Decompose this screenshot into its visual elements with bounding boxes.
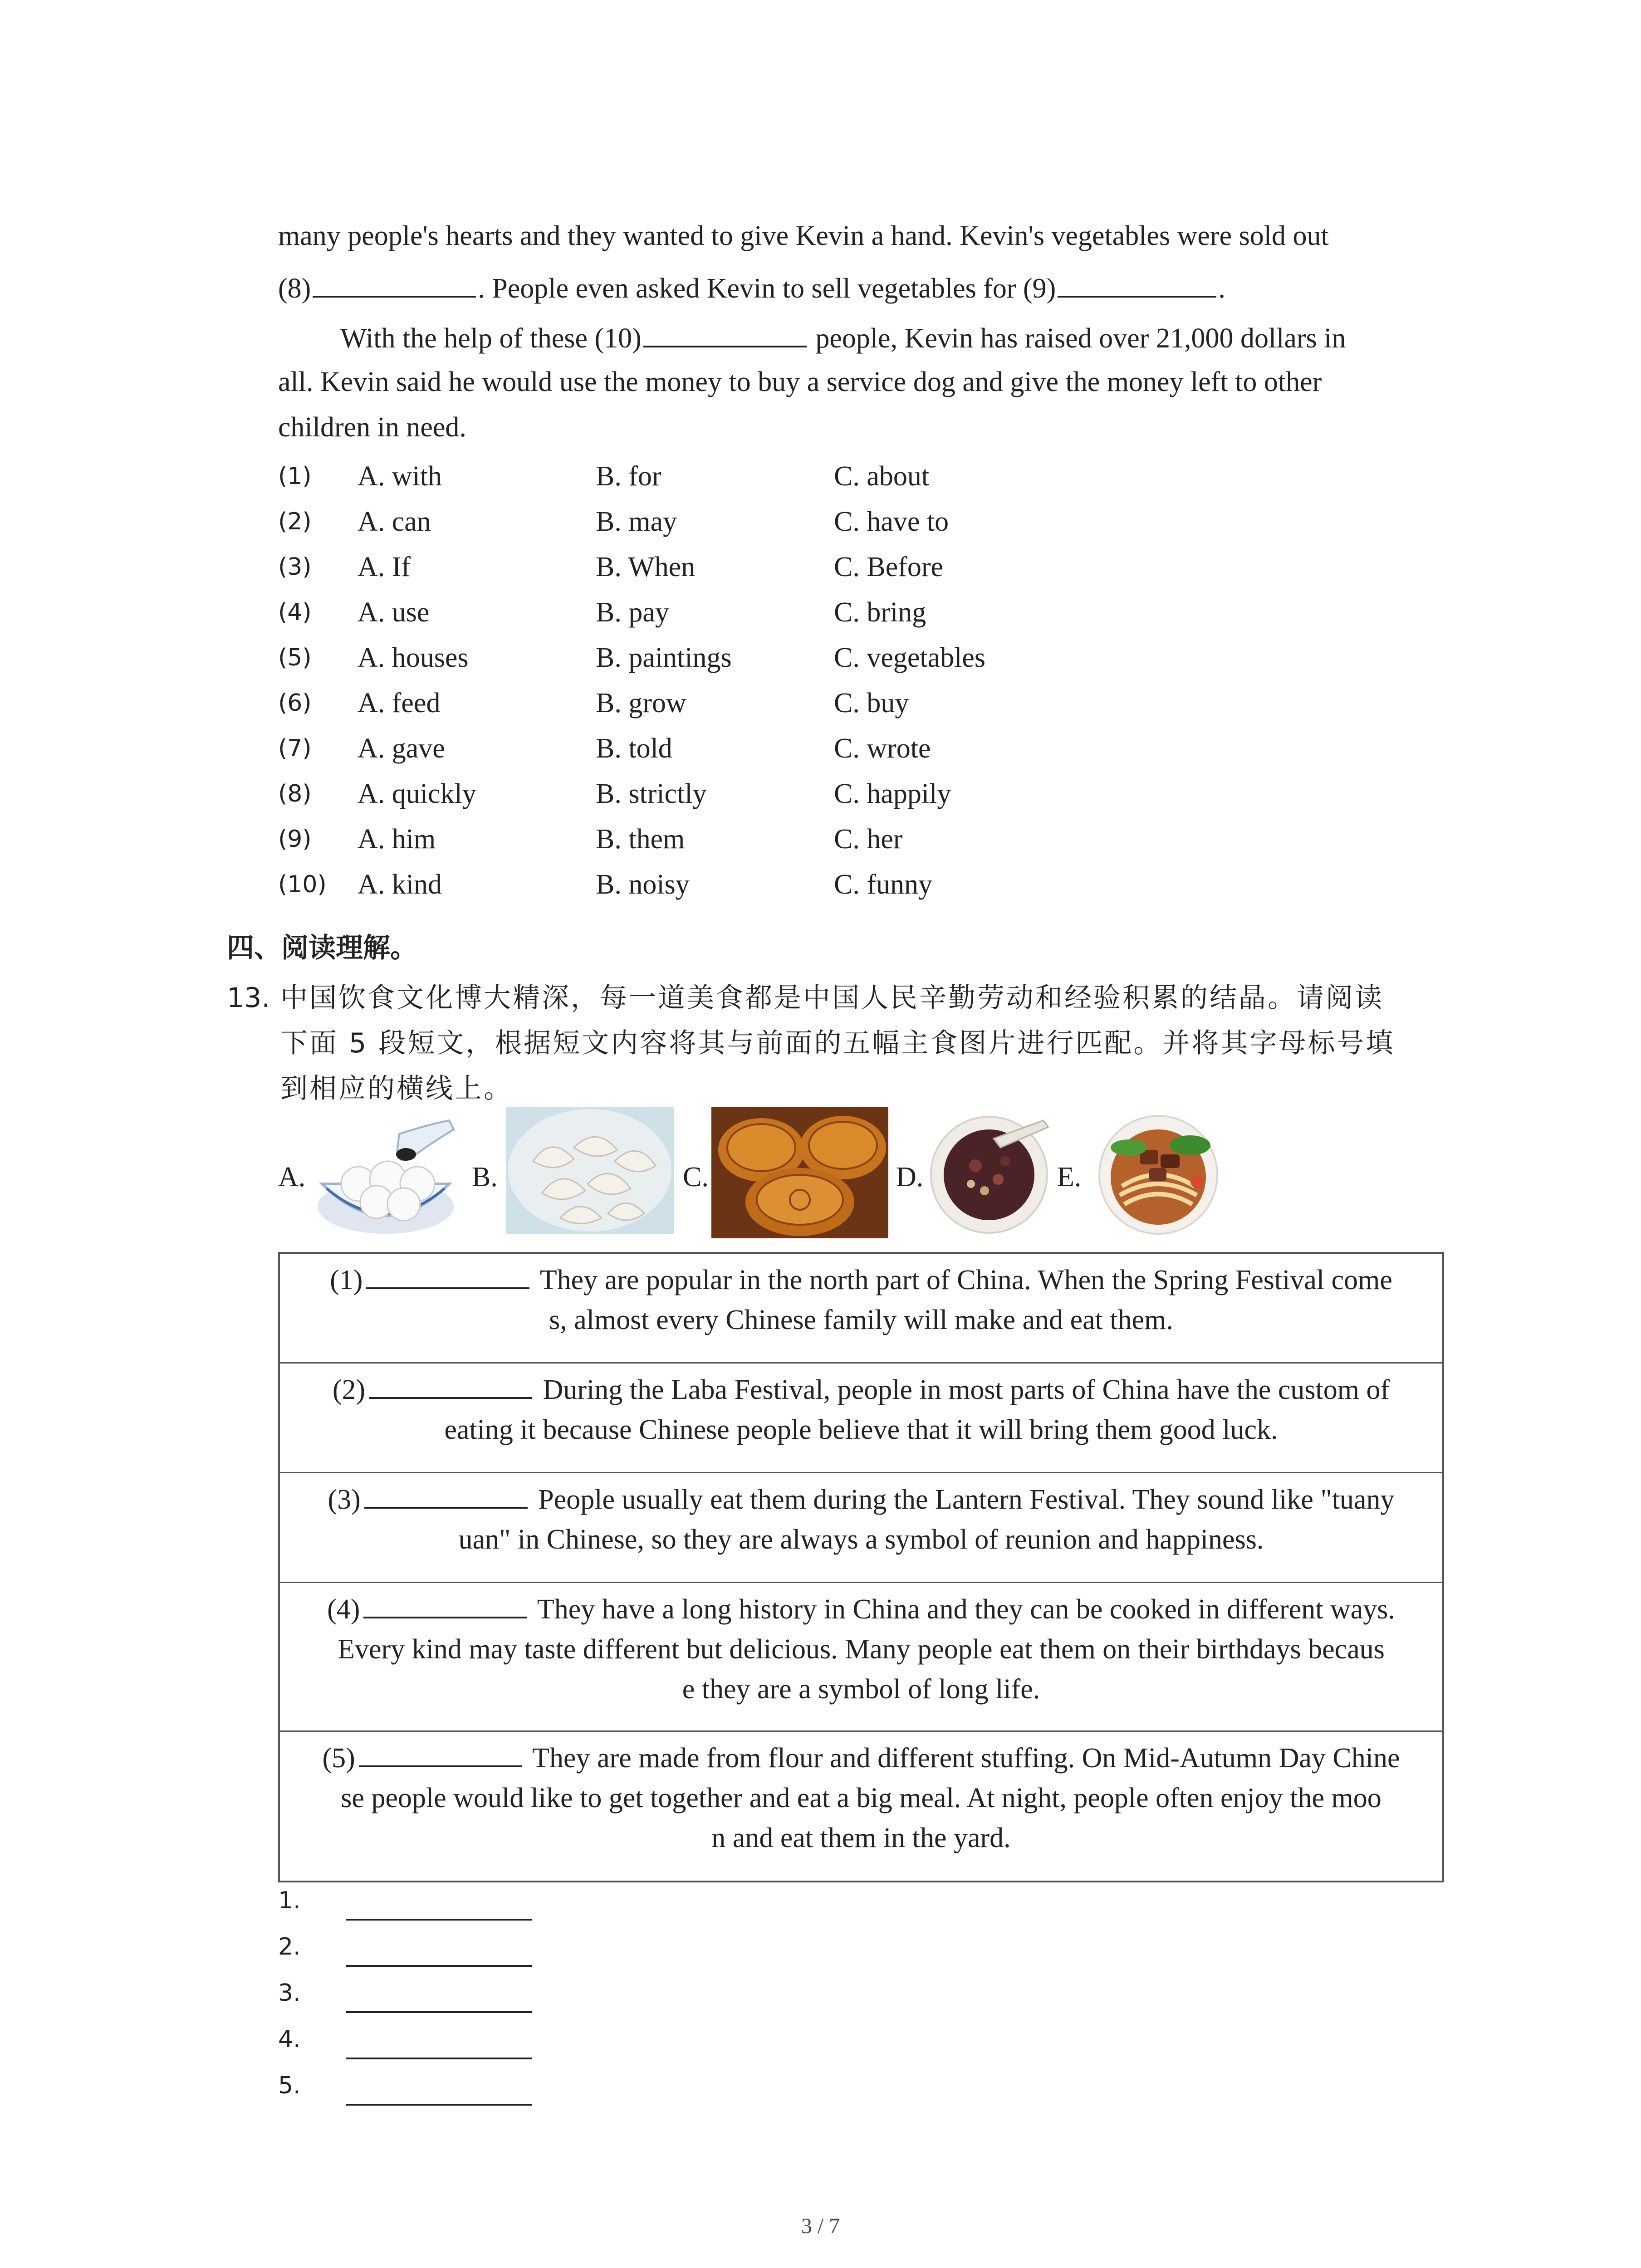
image-label-e: E. [1057,1162,1082,1193]
row-number: (4) [327,1594,360,1625]
table-row-line [289,1479,1433,1520]
row-number: (5) [322,1743,355,1774]
option-b[interactable]: B. strictly [596,778,707,809]
option-a[interactable]: A. use [358,597,430,628]
row-text: They are popular in the north part of China. When the Spring Festival come [539,1265,1392,1295]
option-c[interactable]: C. wrote [834,733,931,764]
blank-label-10: With the help of these (10) [340,323,642,354]
option-c[interactable]: C. funny [834,869,932,900]
option-number: (3) [278,553,312,581]
option-b[interactable]: B. may [596,506,677,537]
option-a[interactable]: A. with [358,461,442,492]
answer-row [278,2068,641,2113]
option-c[interactable]: C. bring [834,597,926,628]
laba-porridge-image [926,1111,1053,1234]
answer-line[interactable] [346,1919,532,1921]
answer-blank[interactable] [359,1737,522,1767]
passage-line-2-end: . [1218,273,1225,304]
row-number: (2) [332,1374,366,1405]
answer-blank[interactable] [369,1369,532,1399]
table-row [280,1473,1442,1583]
table-row-line: uan" in Chinese, so they are always a symbol of reunion and happiness. [458,1524,1264,1555]
option-a[interactable]: A. If [358,552,411,582]
answer-row [278,1882,641,1928]
option-number: (7) [278,735,312,762]
table-row [280,1254,1442,1364]
answer-number: 3. [278,1980,301,2007]
row-text: They have a long history in China and they can be cooked in different ways. [537,1594,1395,1625]
question-text-line: 下面 5 段短文，根据短文内容将其与前面的五幅主食图片进行匹配。并将其字母标号填 [280,1027,1395,1059]
row-text: People usually eat them during the Lantern Festival. They sound like "tuany [538,1484,1395,1515]
table-row-line [289,1737,1433,1778]
option-b[interactable]: B. When [596,552,696,582]
option-c[interactable]: C. have to [834,506,949,537]
table-row-line [289,1369,1433,1410]
image-label-b: B. [472,1162,498,1193]
passage-line-3 [340,314,1346,361]
row-text: They are made from flour and different stuffing. On Mid-Autumn Day Chine [532,1743,1400,1774]
answer-line[interactable] [346,2104,532,2106]
table-row-line [289,1259,1433,1300]
page-number: 3 / 7 [801,2214,840,2238]
option-b[interactable]: B. them [596,824,685,855]
answer-row [278,2021,641,2067]
table-row [280,1732,1442,1881]
table-row-line: n and eat them in the yard. [711,1823,1011,1853]
table-row [280,1583,1442,1732]
question-text-line: 到相应的横线上。 [280,1073,513,1105]
passage-line-4: all. Kevin said he would use the money to buy a service dog and give the money left to other [278,367,1322,397]
blank-10[interactable] [643,314,807,347]
section-title: 四、阅读理解。 [227,932,417,964]
mooncakes-image [711,1107,888,1238]
answer-number: 1. [278,1887,301,1914]
passage-line-2-text: . People even asked Kevin to sell vegetables for (9) [478,273,1056,304]
option-c[interactable]: C. her [834,824,903,855]
blank-label-8: (8) [278,273,311,304]
option-number: (2) [278,508,312,535]
option-number: (4) [278,599,312,626]
answer-line[interactable] [346,2011,532,2013]
answer-number: 4. [278,2026,301,2053]
answer-number: 5. [278,2072,301,2099]
option-b[interactable]: B. paintings [596,642,732,673]
option-c[interactable]: C. happily [834,778,951,809]
answer-row [278,1929,641,1974]
question-text-line: 中国饮食文化博大精深，每一道美食都是中国人民辛勤劳动和经验积累的结晶。请阅读 [280,982,1384,1014]
option-b[interactable]: B. grow [596,688,686,719]
noodles-image [1086,1109,1231,1236]
answer-line[interactable] [346,1965,532,1967]
option-number: (9) [278,826,312,853]
table-row [280,1364,1442,1473]
option-number: (6) [278,689,312,717]
option-a[interactable]: A. him [358,824,436,855]
tangyuan-image [309,1116,463,1243]
option-b[interactable]: B. told [596,733,672,764]
option-a[interactable]: A. gave [358,733,445,764]
passage-line-1: many people's hearts and they wanted to give Kevin a hand. Kevin's vegetables were sold out [278,220,1329,251]
answer-row [278,1975,641,2020]
option-a[interactable]: A. quickly [358,778,476,809]
answer-blank[interactable] [366,1259,529,1289]
option-number: (1) [278,463,312,490]
table-row-line: se people would like to get together and eat a big meal. At night, people often enjoy the moo [341,1783,1381,1813]
answer-blank[interactable] [363,1589,527,1618]
option-c[interactable]: C. buy [834,688,909,719]
passage-line-3-text: people, Kevin has raised over 21,000 dollars in [808,323,1346,354]
option-a[interactable]: A. kind [358,869,442,900]
option-c[interactable]: C. about [834,461,930,492]
option-c[interactable]: C. vegetables [834,642,986,673]
passage-line-2 [278,264,1225,311]
dumplings-image [506,1107,674,1234]
table-row-line: s, almost every Chinese family will make and eat them. [549,1305,1173,1335]
row-number: (3) [328,1484,361,1515]
row-number: (1) [330,1265,363,1295]
table-row-line: e they are a symbol of long life. [682,1674,1040,1705]
blank-8[interactable] [313,264,476,298]
option-b[interactable]: B. for [596,461,661,492]
option-b[interactable]: B. pay [596,597,669,628]
matching-table [278,1252,1444,1882]
passage-line-5: children in need. [278,412,466,443]
option-c[interactable]: C. Before [834,552,944,582]
table-row-line: eating it because Chinese people believe that it will bring them good luck. [444,1414,1278,1445]
image-label-c: C. [683,1162,709,1193]
row-text: During the Laba Festival, people in most parts of China have the custom of [543,1374,1390,1405]
option-a[interactable]: A. houses [358,642,469,673]
option-a[interactable]: A. feed [358,688,441,719]
table-row-line: Every kind may taste different but delicious. Many people eat them on their birthdays becaus [338,1634,1385,1665]
image-label-a: A. [278,1162,306,1193]
option-b[interactable]: B. noisy [596,869,690,900]
option-number: (5) [278,644,312,671]
table-row-line [289,1589,1433,1629]
option-a[interactable]: A. can [358,506,431,537]
option-number: (10) [278,871,327,898]
image-label-d: D. [896,1162,924,1193]
question-number: 13. [227,982,270,1014]
answer-line[interactable] [346,2058,532,2059]
option-number: (8) [278,780,312,807]
blank-9[interactable] [1058,264,1216,298]
answer-number: 2. [278,1933,301,1960]
answer-blank[interactable] [364,1479,528,1509]
